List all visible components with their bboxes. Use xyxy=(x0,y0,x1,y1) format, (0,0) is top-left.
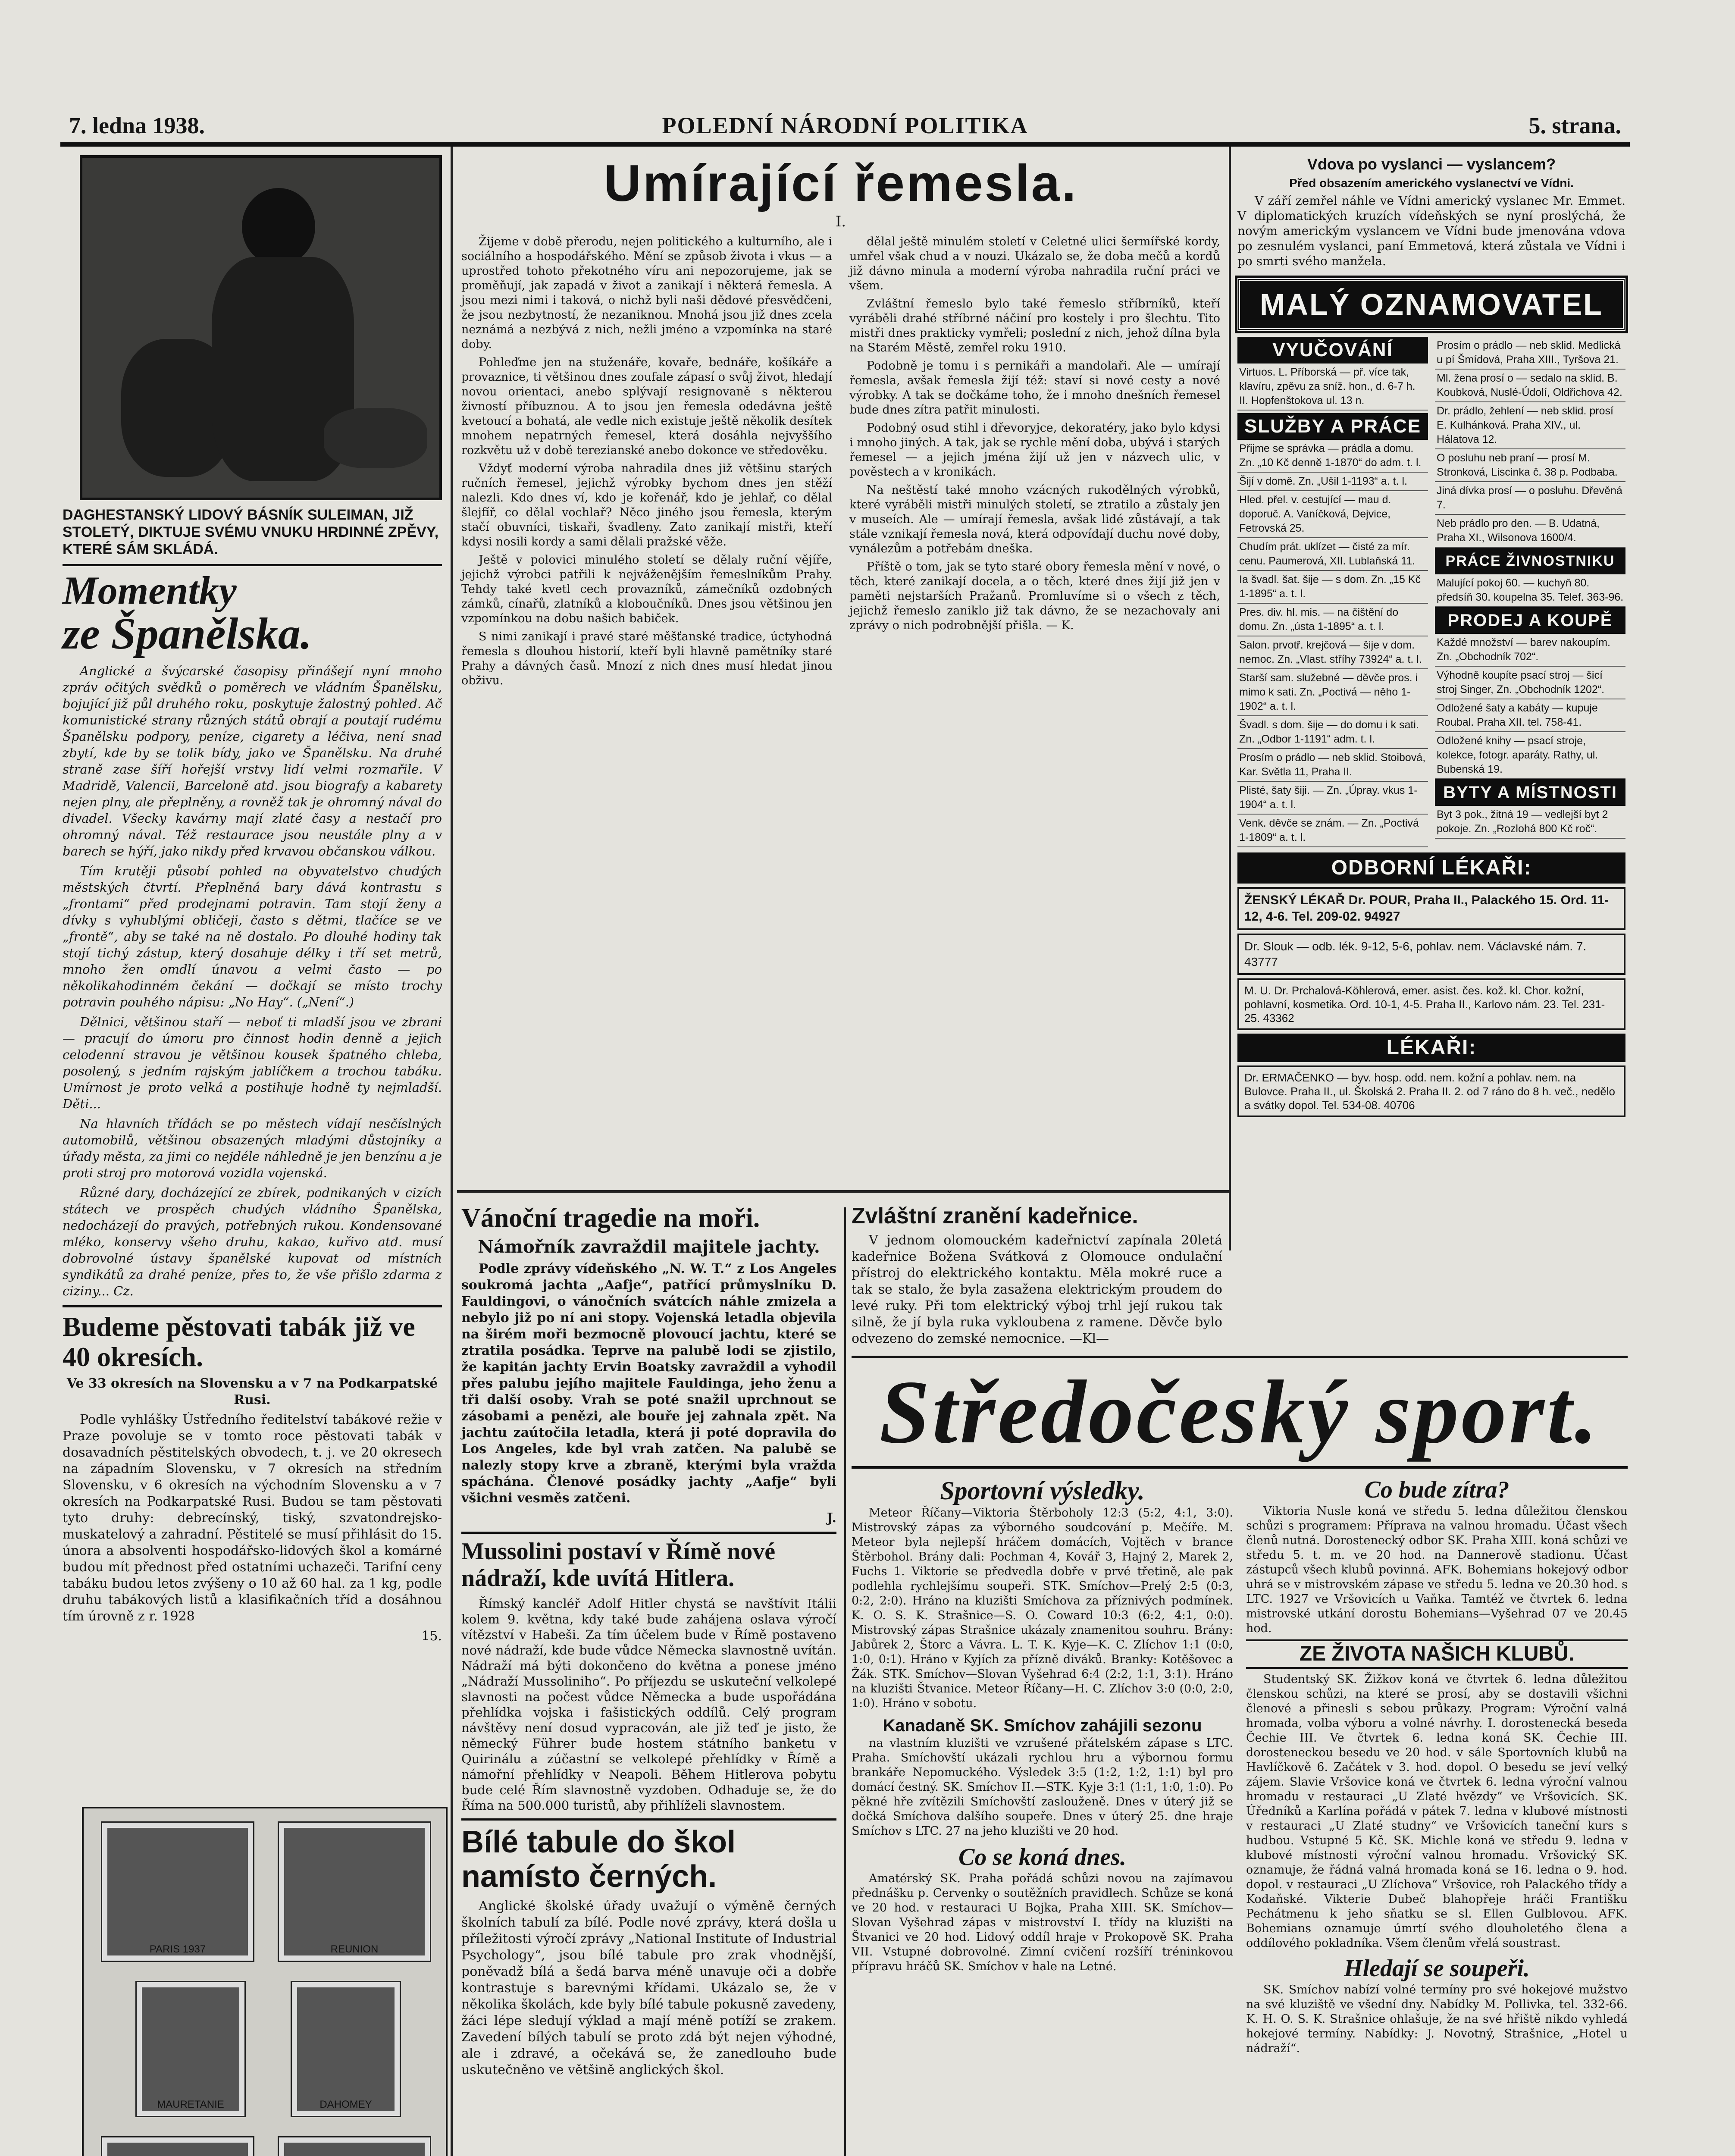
mussolini-title: Mussolini postaví v Římě nové nádraží, kde uvítá Hitlera. xyxy=(461,1538,776,1592)
tabak-article xyxy=(63,1305,442,1645)
ads-grid xyxy=(1237,337,1625,847)
spain-body: Anglické a švýcarské časopisy přinášejí nyní mnoho zpráv očitých svědků o poměrech ve vládním Španělsku, bojující již půl druhého roku, poskytuje žalostný pohled. Ač komunistické strany různých států obrají a poutají rudému Španělsku podpory, peníze, cigarety a léčiva, není snad zbytí, kde by se tolik bídy, jako ve Španělsku. Na druhé straně zase šíří hořejší vrstvy lidí velmi rozmařile. V Madridě, Valencii, Barceloně atd. jsou biografy a kabarety nejen plny, ale přeplněny, a rovněž tak je ohromný nával do divadel. Všecky kavárny mají zlaté časy a nestačí pro ohromný nával. Též restaurace jsou neustále plny a v barech se hýří, jako nikdy před krvavou občanskou válkou. Tím krutěji působí pohled na obyvatelstvo chudých městských čtvrtí. Přeplněná bary dává kontrastu s „frontami“ před prodejnami potravin. Tam stojí ženy a dívky s vyhublými obličeji, často s dětmi, tlačíce se ve „frontě“, aby se také na ně dostalo. Po dlouhé hodiny tak stojí tichý zástup, který dosahuje délky i tří set metrů, mnoho žen omdlí únavou a velmi často — po několikahodinném čekání — dočkají se místo trochy potravin pouhého nápisu: „No Hay“. („Není“.) Dělnici, většinou staří — neboť ti mladší jsou ve zbrani — pracují do úmoru pro činnost hodin denně a jejich celodenní stravou je většinou kousek špatného chleba, posolený, s jedním rajským jablíčkem a trochou tabáku. Umírnost je proto velká a postihuje hodně ty nejmladší. Děti... Na hlavních třídách se po městech vídají nesčíslných automobilů, většinou obsazených mladými důstojníky a úřady města, za jimi co nejdéle náhledně je jen benzínu a je proti stroj pro motorová vozidla vojenská. Různé dary, docházející ze zbírek, podnikaných v cizích státech ve prospěch chudých vládního Španělska, nedocházejí do pravých, potřebných rukou. Kondensované mléko, konservy všeho druhu, kakao, kuřivo atd. musí dobrovolné ústavy španělské kupovat od místních syndikátů za drahé peníze, přes to, že vše přišlo zdarma z ciziny... Cz. xyxy=(63,663,442,1298)
ads-title: MALÝ OZNAMOVATEL xyxy=(1237,278,1625,331)
vdova-title: Vdova po vyslanci — vyslancem? xyxy=(1307,155,1556,173)
ad-item: Dr. prádlo, žehlení — neb sklid. prosí E. Kulhánková. Praha XIV., ul. Hálatova 12. xyxy=(1435,402,1625,449)
ad-item: Pres. div. hl. mis. — na čištění do domu. Zn. „ústa 1-1895“ a. t. l. xyxy=(1237,604,1428,636)
ads-section-prodej: PRODEJ A KOUPĚ xyxy=(1435,607,1625,634)
issue-date: 7. ledna 1938. xyxy=(69,113,205,138)
divider xyxy=(457,1190,1229,1193)
ad-item: Hled. přel. v. cestující — mau d. doporuč. A. Vaníčková, Dejvice, Fetrovská 25. xyxy=(1237,491,1428,538)
ads-section-vyucovani: VYUČOVÁNÍ xyxy=(1237,337,1428,364)
tabak-title: Budeme pěstovati tabák již ve 40 okresích. xyxy=(63,1311,415,1372)
stamp xyxy=(101,2136,254,2156)
newspaper-title: POLEDNÍ NÁRODNÍ POLITIKA xyxy=(662,113,1028,138)
bile-body: Anglické školské úřady uvažují o výměně černých školních tabulí za bílé. Podle nové zprávy, která došla u příležitosti výročí zprávy „National Institute of Industrial Psychology“, jsou bílé tabule pro zrak vhodnější, poněvadž bílá a šedá barva méně unavuje oči a dobře kontrastuje s barevnými křídami. Ukázalo se, že v několika školách, kde byly bílé tabule pokusně zavedeny, žáci lépe sledují výklad a mají méně potíží se zrakem. Zavedení bílých tabulí se proto zdá být nejen výhodné, ale i zdravé, a očekává se, že zanedlouho bude uskutečněno ve většině anglických škol. xyxy=(461,1899,836,2078)
stamp: DAHOMEY xyxy=(291,1981,401,2117)
vanocni-subtitle: Námořník zavraždil majitele jachty. xyxy=(478,1237,820,1257)
tabak-subtitle: Ve 33 okresích na Slovensku a v 7 na Podkarpatské Rusi. xyxy=(66,1376,438,1407)
sport-left: Sportovní výsledky. Meteor Říčany—Viktoria Štěrboholy 12:3 (5:2, 4:1, 3:0). Mistrovský zápas za výborného soudcování p. Mečíře. M. Meteor byla nejlepší hráčem domácích, Vojtěch v brance Štěrbohol. Brány dali: Pochman 4, Kovář 3, Hajný 2, Marek 2, Fuchs 1. Viktorie se předvedla dobře v prvé třetině, ale pak podlehla rychlejšímu soupeři. STK. Smíchov—Prelý 2:5 (0:3, 0:2, 2:0). Hráno na kluzišti Smíchova za příznivých podmínek. K. O. S. K. Strašnice—S. O. Coward 10:3 (6:2, 4:1, 0:0). Mistrovský zápas Strašnice ukázaly znamenitou souhru. Brány: Jabůrek 2, Štorc a Vávra. L. T. K. Kyje—K. C. Zlíchov 1:1 (0:0, 1:0, 0:1). Hráno v Kyjích za přízně diváků. Branky: Kotěšovec a Žák. STK. Smíchov—Slovan Vyšehrad 6:4 (2:2, 1:1, 3:1). Hráno na kluzišti Štvanice. Meteor Říčany—H. C. Zlíchov 3:0 (0:0, 2:0, 1:0). Hráno v sobotu. Kanadaně SK. Smíchov zahájili sezonu na vlastním kluzišti ve vzrušené přátelském zápase s LTC. Praha. Smíchovští ukázali rychlou hru a výbornou formu brankáře Nepomuckého. Výsledek 3:5 (1:2, 1:2, 1:1) byl pro domácí čestný. SK. Smíchov II.—STK. Kyje 3:1 (1:1, 1:0, 1:0). Po pěkné hře zvítězili Smíchovští zaslouženě. Dnes v úterý již se dočká Smíchova dalšího soupeře. Dnes v úterý 25. dne hraje Smíchov s LTC. 27 na jeho kluzišti ve 20 hod. Co se koná dnes. Amatérský SK. Praha pořádá schůzi novou na zajímavou přednášku p. Cervenky o soutěžních pravidlech. Schůze se koná ve 20 hod. v restauraci U Bojka, Praha XIII. SK. Smíchov—Slovan Vyšehrad zápas v mistrovství I. třídy na kluzišti na Štvanici ve 20 hod. Lidový oddíl hraje v Prokopově SK. Praha VII. Vstupné dobrovolné. Zimní cvičení rozšíří tréninkovou přípravu hráčů SK. Smíchov v hale na Letné. xyxy=(852,1476,1233,1973)
middle-lower-column xyxy=(461,1203,836,2082)
tabak-body: Podle vyhlášky Ústředního ředitelství tabákové režie v Praze povoluje se v tomto roce pěstovati tabák v dosavadních pěstitelských obvodech, t. j. ve 20 okresech na západním Slovensku, v 7 okresích na středním Slovensku, v 6 okresích na východním Slovensku a v 7 okresích na Podkarpatské Rusi. Budou se tam pěstovati tyto druhy: debrecínský, tiský, szvatondrejsko-muskatelový a zahradní. Pěstitelé se musí přihlásit do 15. února a absolventi hospodářsko-lidových škol a komárné budou mít přednost před ostatními uchazeči. Tarifní ceny tabáku budou letos zvýšeny o 10 až 60 hal. za 1 kg, podle druhu tabákových listů a klasifikačních tříd a dosáhnou tím úrovně z r. 1928 15. xyxy=(63,1412,442,1644)
doctor-ad: ŽENSKÝ LÉKAŘ Dr. POUR, Praha II., Palackého 15. Ord. 11-12, 4-6. Tel. 209-02. 94927 xyxy=(1237,887,1625,930)
ad-item: Odložené knihy — psací stroje, kolekce, fotogr. aparáty. Rathy, ul. Bubenská 19. xyxy=(1435,732,1625,779)
page-header xyxy=(60,108,1630,147)
doctor-ad: M. U. Dr. Prchalová-Köhlerová, emer. asist. čes. kož. kl. Chor. kožní, pohlavní, kosmetika. Ord. 10-1, 4-5. Praha II., Karlovo nám. 23. Tel. 231-25. 43362 xyxy=(1237,978,1625,1030)
bile-article xyxy=(461,1818,836,2078)
poet-photo xyxy=(80,155,442,500)
ad-item: Chudím prát. uklízet — čisté za mír. cenu. Paumerová, XII. Lublaňská 11. xyxy=(1237,538,1428,571)
stamp: REUNION xyxy=(278,1821,431,1962)
ad-item: Odložené šaty a kabáty — kupuje Roubal. Praha XII. tel. 758-41. xyxy=(1435,699,1625,732)
left-column xyxy=(63,155,442,1648)
vanocni-body: Podle zprávy vídeňského „N. W. T.“ z Los Angeles soukromá jachta „Aafje“, patřící průmyslníku D. Fauldingovi, o vánočních svátcích náhle zmizela a nebylo již po ní ani stopy. Vojenská letadla objevila na širém moři bezmocně plovoucí jachtu, které se ztratila posádka. Teprve na palubě lodi se zjistilo, že kapitán jachty Ervin Boatsky zavraždil a vyhodil přes palubu jejího majitele Fauldinga, jeho ženu a tři další osoby. Vrah se poté snažil uprchnout se zásobami a penězi, ale bouře jej zahnala zpět. Na jachtu zaútočila letadla, která ji poté dopravila do Los Angeles, kde byl vrah zatčen. Na palubě se nalezly stopy krve a zbraně, kterými byla vražda spáchána. Členové posádky jachty „Aafje“ byli všichni vesměs zatčeni. J. xyxy=(461,1261,836,1526)
umirajici-title: Umírající řemesla. xyxy=(604,154,1078,212)
vdova-subtitle: Před obsazením amerického vyslanectví ve Vídni. xyxy=(1289,176,1574,190)
ads-section-lekari: ODBORNÍ LÉKAŘI: xyxy=(1237,852,1625,884)
ads-section-byty: BYTY A MÍSTNOSTI xyxy=(1435,779,1625,806)
stamps-image xyxy=(82,1807,448,2156)
ad-item: Švadl. s dom. šije — do domu i k sati. Zn. „Odbor 1-1191“ adm. t. l. xyxy=(1237,716,1428,749)
ads-section-lekari-2: LÉKAŘI: xyxy=(1237,1034,1625,1062)
mussolini-body: Římský kancléř Adolf Hitler chystá se navštívit Itálii kolem 9. května, kdy také bude zahájena oslava výročí vítězství v Habeši. Za tím účelem bude v Římě postaveno nové nádraží, kde bude vůdce Německa slavnostně uvítán. Nádraží má býti dokončeno do května a ponese jméno „Nádraží Mussoliniho“. Po příjezdu se uskuteční velkolepé slavnosti na počest vůdce Německa a bude uspořádána přehlídka vojska i fašistických oddílů. Celý program návštěvy není dosud vypracován, ale již teď je jisto, že německý Führer bude hostem státního banketu v Quirinálu a zúčastní se velkolepé přehlídky v Římě a námořní přehlídky v Neapoli. Během Hitlerova pobytu bude celé Řím slavnostně vyzdoben. Odhaduje se, že do Říma na 500.000 turistů, aby přihlíželi slavnostem. xyxy=(461,1596,836,1813)
kadernice-title: Zvláštní zranění kadeřnice. xyxy=(852,1203,1138,1228)
mussolini-article xyxy=(461,1532,836,1813)
right-column xyxy=(1237,155,1625,1117)
ad-item: Prosím o prádlo — neb sklid. Medlická u pí Šmídová, Praha XIII., Tyršova 21. xyxy=(1435,337,1625,370)
ad-item: Jiná dívka prosí — o posluhu. Dřevěná 7. xyxy=(1435,482,1625,515)
stamp: PARIS 1937 xyxy=(101,1821,254,1962)
ad-item: Každé množství — barev nakoupím. Zn. „Obchodník 702“. xyxy=(1435,634,1625,667)
hledaji-title: Hledají se soupeři. xyxy=(1344,1955,1530,1982)
column-rule xyxy=(844,1207,846,2156)
vysledky-title: Sportovní výsledky. xyxy=(940,1476,1145,1505)
ad-item: Přijme se správka — prádla a domu. Zn. „10 Kč denně 1-1870“ do adm. t. l. xyxy=(1237,440,1428,473)
vanocni-title: Vánoční tragedie na moři. xyxy=(461,1203,760,1233)
ad-item: Výhodně koupíte psací stroj — šicí stroj Singer, Zn. „Obchodník 1202“. xyxy=(1435,667,1625,699)
kluby-title: ZE ŽIVOTA NAŠICH KLUBŮ. xyxy=(1246,1639,1628,1669)
kadernice-body: V jednom olomouckém kadeřnictví zapínala 20letá kadeřnice Božena Svátková z Olomouce ondulační přístroj do elektrického kontaktu. Měla mokré ruce a tak se stalo, že byla zasažena elektrickým proudem do levé ruky. Při tom elektrický výboj trhl její rukou tak silně, že jí byla ruka vykloubena z ramene. Děvče bylo odvezeno do zemské nemocnice. —Kl— xyxy=(852,1233,1222,1346)
ad-item: Malující pokoj 60. — kuchyň 80. předsíň 30. koupelna 35. Telef. 363-96. xyxy=(1435,574,1625,607)
vdova-body: V září zemřel náhle ve Vídni americký vyslanec Mr. Emmet. V diplomatických kruzích vídeňských se nyní proslýchá, že novým americkým vyslancem ve Vídni bude jmenována vdova po zesnulém vyslanci, paní Emmetová, která zůstala ve Vídni i po smrti svého manžela. xyxy=(1237,194,1625,268)
ad-item: Prosím o prádlo — neb sklid. Stoibová, Kar. Světla 11, Praha II. xyxy=(1237,749,1428,782)
sport-right: Co bude zítra? Viktoria Nusle koná ve středu 5. ledna důležitou členskou schůzi s programem: Příprava na valnou hromadu. Účast všech členů nutná. Dorostenecký odbor SK. Praha XIII. koná schůzi ve středu 5. t. m. ve 20 hod. na Dannerově stadionu. Účast zástupců všech klubů povinná. AFK. Bohemians hokejový odbor uhrá se v mistrovském zápase ve středu 5. ledna ve 20.30 hod. s LTC. 1927 ve Vršovicích u Vaňka. Tamtéž ve čtvrtek 6. ledna mistrovské utkání dorostu Bohemians—Vyšehrad 07 ve 20.45 hod. ZE ŽIVOTA NAŠICH KLUBŮ. Studentský SK. Žižkov koná ve čtvrtek 6. ledna důležitou členskou schůzi, na které se prosí, aby se dostavili všichni členové a přinesli s sebou průkazy. Program: Výroční valná hromada, volba výboru a volné návrhy. I. dorostenecká beseda Čechie III. Ve čtvrtek 6. ledna koná SK. Čechie III. dorosteneckou besedu ve 20 hod. v sále Sportovních klubů na Havlíčkově 6. Začátek v 3. hod. dopol. O besedu se jeví velký zájem. Slavie Vršovice koná ve čtvrtek 6. ledna výroční valnou hromadu v restauraci „U Zlaté hvězdy“ ve Vršovicích. SK. Úředníků a Karlína pořádá v pátek 7. ledna v klubové místnosti v restauraci „U Zlaté studny“ ve Vršovicích taneční kurs s hudbou. Vstupné 5 Kč. SK. Michle koná ve středu 9. ledna v klubové místnosti výroční valnou hromadu. Vršovický SK. oznamuje, že řádná valná hromada koná se 16. ledna o 9. hod. dopol. v restauraci „U Zlíchova“ Vršovice, roh Palackého třídy a Kodaňské. Vikterie Dubeč blahopřeje hráči Františku Pechátmenu k jeho sňatku se sl. Ellen Gulblovou. AFK. Bohemians oznamuje úmrtí svého dlouholetého člena a oddílového pokladníka. Všem členům vřelá soustrast. Hledají se soupeři. SK. Smíchov nabízí volné termíny pro své hokejové mužstvo na své kluziště ve všední dny. Nabídky M. Pollivka, tel. 332-66. K. H. O. S. K. Strašnice ohlašuje, že na své hřiště nikdo vyhledá hokejové termíny. Nabídky: J. Novotný, Strašnice, „Hotel u nádraží“. xyxy=(1246,1476,1628,2055)
column-rule xyxy=(451,147,453,2156)
ad-item: O posluhu neb praní — prosí M. Stronková, Liscinka č. 38 p. Podbaba. xyxy=(1435,449,1625,482)
ad-item: Salon. prvotř. krejčová — šije v dom. nemoc. Zn. „Vlast. stříhy 73924“ a. t. l. xyxy=(1237,636,1428,669)
ads-section-zivnosti: PRÁCE ŽIVNOSTNIKU xyxy=(1435,548,1625,574)
spain-article xyxy=(63,564,442,1299)
zitra-title: Co bude zítra? xyxy=(1364,1476,1510,1503)
doctor-ad: Dr. ERMAČENKO — byv. hosp. odd. nem. kožní a pohlav. nem. na Bulovce. Praha II., ul. Školská 2. Praha II. 2. od 7 ráno do 8 h. več., nedělo a svátky dopol. Tel. 534-08. 40706 xyxy=(1237,1065,1625,1117)
ad-item: Šijí v domě. Zn. „Ušil 1-1193“ a. t. l. xyxy=(1237,473,1428,491)
kanarsko-title: Kanadaně SK. Smíchov zahájili sezonu xyxy=(883,1716,1202,1735)
photo-caption: DAGHESTANSKÝ LIDOVÝ BÁSNÍK SULEIMAN, JIŽ STOLETÝ, DIKTUJE SVÉMU VNUKU HRDINNÉ ZPĚVY, KTERÉ SÁM SKLÁDÁ. xyxy=(63,507,439,558)
ad-item: Plisté, šaty šiji. — Zn. „Úpray. vkus 1-1904“ a. t. l. xyxy=(1237,782,1428,815)
umirajici-article: Umírající řemesla. I. Žijeme v době přerodu, nejen politického a kulturního, ale i sociálního a hospodářského. Mění se způsob života i vkus — a uprostřed tohoto překotného víru ani nepozorujeme, jak se proměňují, jak zapadá v život a zanikají i některá řemesla. A jsou mezi nimi i taková, o nichž byli naši dědové přesvědčeni, že jsou nezbytností, že nezaniknou. Mnohá jsou již dnes zcela neznámá a nezbývá z nich, nežli jméno a vzpomínka na staré doby. Pohleďme jen na stuženáře, kovaře, bednáře, košíkáře a provaznice, ti většinou dnes zoufale zápasí o svůj život, hledají novou orientaci, anebo splývají resignovaně s některou živností příbuznou. A to jsou jen řemesla odedávna ještě kvetoucí a bohatá, ale vedle nich existuje ještě několik desítek mnohem nepatrných řemesel, která dosáhla nejvyššího rozkvětu už v době terezianské anebo dokonce ve středověku. Vždyť moderní výroba nahradila dnes již většinu starých ručních řemesel, jejichž výrobky bychom dnes jen stěží nalezli. Kdo dnes ví, kdo je kořenář, kdo je jehlař, co dělal šlejfíř, co dělal vochlař? Něco jiného jsou řemesla, kterým stačí obuvníci, tiskaři, švadleny. Zato zanikají mistři, kteří kdysi nosili kordy a sami dělali pražské věže. Ještě v polovici minulého století se dělaly ruční vějíře, jejichž výrobci patřili k nejváženějším řemeslníkům Prahy. Tehdy také kvetl cech provazníků, zámečníků ozdobných zámků, cínařů, zlatníků a kloboučníků. Dnes jsou většinou jen vzpomínkou na dobu našich babiček. S nimi zanikají i pravé staré měšťanské tradice, úctyhodná řemesla s dlouhou historií, kteří byli hlavně pamětníky staré Prahy a dávných časů. Mnozí z nich dnes musí hledat jinou obživu. dělal ještě minulém století v Celetné ulici šermířské kordy, umřel však chud a v nouzi. Ukázalo se, že doba mečů a kordů již dávno minula a moderní výroba nahradila ruční práci ve všem. Zvláštní řemeslo bylo také řemeslo stříbrníků, kteří vyráběli drahé stříbrné náčiní pro kostely i pro šlechtu. Tito mistři dnes prakticky vymřeli; poslední z nich, jehož dílna byla na Starém Městě, zemřel roku 1910. Podobně je tomu i s pernikáři a mandolaři. Ale — umírají řemesla, avšak řemesla žijí též: staví si nové cesty a nové výrobky. A tak se dočkáme toho, že i mnoho dnešních řemesel bude dnes zítra patřit minulosti. Podobný osud stihl i dřevoryjce, dekoratéry, jako bylo kdysi i mnoho jiných. A tak, jak se rychle mění doba, ubývá i starých řemesel — a jejich jména žijí už jen v názvech ulic, v pověstech a v kronikách. Na neštěstí také mnoho vzácných rukodělných výrobků, které vyráběli mistři minulých století, se ztratilo a zůstaly jen v museích. Ale — umírají řemesla, avšak lidé zůstávají, a tak stále vznikají řemesla nová, která odpovídají duchu nové doby, vynálezům a potřebám dneška. Příště o tom, jak se tyto staré obory řemesla mění v nové, o těch, které zanikají docela, a o těch, které dnes žijí již jen v paměti nejstarších Pražanů. Promluvíme si o všech z těch, jejichž řemeslo zaniklo již tak dávno, že se nezachovaly ani zprávy o nich podrobnější přišla. — K. xyxy=(461,154,1220,687)
kona-title: Co se koná dnes. xyxy=(958,1844,1126,1871)
ad-item: Byt 3 pok., žitná 19 — vedlejší byt 2 pokoje. Zn. „Rozlohá 800 Kč roč“. xyxy=(1435,806,1625,839)
ad-item: Venk. děvče se znám. — Zn. „Poctivá 1-1809“ a. t. l. xyxy=(1237,815,1428,847)
right-lower xyxy=(852,1203,1628,2059)
spain-title-1: Momentky xyxy=(63,568,237,612)
ad-item: Starší sam. služebné — děvče pros. i mimo k sati. Zn. „Poctivá — něho 1-1902“ a. t. l. xyxy=(1237,669,1428,716)
stamp: MAURETANIE xyxy=(135,1981,246,2117)
ads-section-sluzby: SLUŽBY A PRÁCE xyxy=(1237,413,1428,440)
doctor-ad: Dr. Slouk — odb. lék. 9-12, 5-6, pohlav. nem. Václavské nám. 7. 43777 xyxy=(1237,934,1625,975)
ad-item: Neb prádlo pro den. — B. Udatná, Praha XI., Wilsonova 1600/4. xyxy=(1435,515,1625,548)
page-number: 5. strana. xyxy=(1528,113,1621,138)
spain-title-2: ze Španělska. xyxy=(63,608,312,658)
column-rule xyxy=(1229,147,1231,1250)
bile-title: Bílé tabule do škol namísto černých. xyxy=(461,1825,736,1894)
sport-title: Středočeský sport. xyxy=(852,1356,1628,1469)
ad-item: Ml. žena prosí o — sedalo na sklid. B. Koubková, Nuslé-Údolí, Oldřichova 42. xyxy=(1435,370,1625,402)
umirajici-part: I. xyxy=(835,213,846,230)
ad-item: Ia švadl. šat. šije — s dom. Zn. „15 Kč 1-1895“ a. t. l. xyxy=(1237,571,1428,604)
kadernice-article xyxy=(852,1203,1222,1347)
ad-item: Virtuos. L. Příborská — př. více tak, klavíru, zpěvu za sníž. hon., d. 6-7 h. II. Hopfenštokova ul. 13 n. xyxy=(1237,364,1428,411)
stamp xyxy=(278,2136,431,2156)
